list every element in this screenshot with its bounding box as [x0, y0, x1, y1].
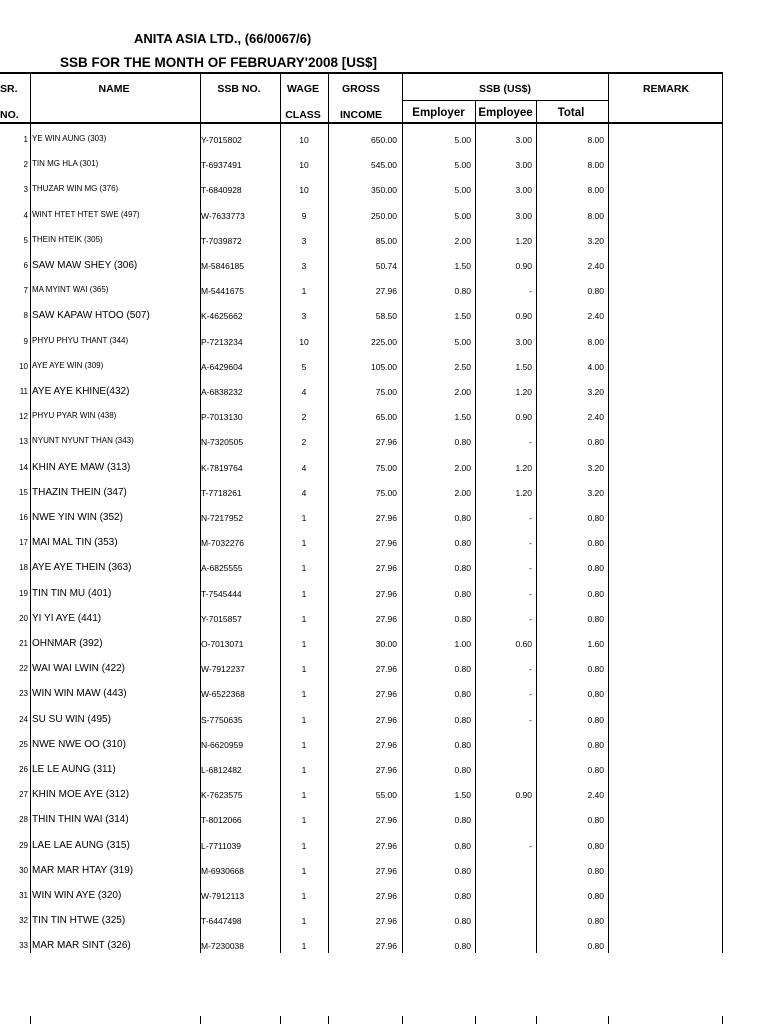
gross-income: 27.96 — [375, 513, 397, 523]
employee-name: PHYU PYAR WIN (438) — [32, 411, 117, 421]
employee-contribution: 1.20 — [515, 462, 532, 473]
sr-number: 6 — [23, 261, 28, 270]
total-contribution: 0.80 — [587, 815, 604, 826]
employer-contribution: 0.80 — [454, 865, 471, 876]
employer-contribution: 5.00 — [454, 135, 471, 145]
employer-contribution: 0.80 — [454, 941, 471, 952]
employee-contribution: 0.60 — [515, 639, 532, 649]
employer-contribution: 0.80 — [454, 437, 471, 448]
gross-income: 65.00 — [375, 412, 397, 423]
employer-contribution: 0.80 — [454, 563, 471, 574]
wage-class: 1 — [301, 563, 307, 574]
total-contribution: 2.40 — [587, 790, 604, 801]
gross-income: 27.96 — [375, 664, 397, 675]
ssb-number: T-7039872 — [201, 235, 242, 246]
wage-class: 1 — [301, 790, 307, 801]
sr-number: 7 — [23, 286, 28, 296]
gross-income: 27.96 — [375, 739, 397, 750]
total-contribution: 8.00 — [587, 160, 604, 171]
ssb-number: T-7545444 — [201, 588, 242, 599]
sr-number: 14 — [19, 462, 28, 472]
total-contribution: 2.40 — [587, 311, 604, 322]
col-sr-bottom: NO. — [0, 109, 19, 121]
ssb-number: L-7711039 — [201, 840, 242, 851]
total-contribution: 8.00 — [587, 135, 604, 145]
ssb-number: M-7032276 — [201, 538, 245, 549]
employee-contribution: 3.00 — [515, 160, 532, 171]
col-ssb-no: SSB NO. — [217, 83, 261, 95]
sr-number: 13 — [19, 437, 28, 447]
employer-contribution: 5.00 — [454, 160, 471, 171]
sr-number: 18 — [19, 563, 28, 573]
gross-income: 27.96 — [375, 765, 397, 775]
wage-class: 3 — [301, 261, 307, 271]
col-divider — [475, 100, 476, 953]
ssb-number: N-7320505 — [201, 437, 244, 448]
sr-number: 2 — [23, 160, 28, 170]
gross-income: 55.00 — [375, 790, 397, 801]
sr-number: 1 — [23, 135, 28, 144]
employer-contribution: 0.80 — [454, 815, 471, 826]
wage-class: 1 — [301, 613, 307, 624]
wage-class: 1 — [301, 765, 307, 775]
wage-class: 9 — [301, 210, 307, 221]
ssb-number: A-6838232 — [201, 387, 243, 397]
employer-contribution: 0.80 — [454, 765, 471, 775]
total-contribution: 8.00 — [587, 336, 604, 347]
wage-class: 1 — [301, 865, 307, 876]
employer-contribution: 1.50 — [454, 261, 471, 271]
gross-income: 58.50 — [375, 311, 397, 322]
ssb-number: L-6812482 — [201, 765, 242, 775]
employee-contribution: - — [529, 563, 532, 574]
employee-name: LE LE AUNG (311) — [32, 764, 116, 775]
ssb-number: M-5441675 — [201, 286, 245, 297]
employer-contribution: 1.50 — [454, 311, 471, 322]
footer-tick — [608, 1016, 609, 1024]
employee-contribution: - — [529, 689, 532, 700]
gross-income: 27.96 — [375, 588, 397, 599]
total-contribution: 0.80 — [587, 286, 604, 297]
wage-class: 1 — [301, 815, 307, 826]
employer-contribution: 2.00 — [454, 387, 471, 397]
employee-name: OHNMAR (392) — [32, 638, 103, 649]
employee-name: AYE AYE WIN (309) — [32, 360, 104, 370]
employer-contribution: 0.80 — [454, 588, 471, 599]
gross-income: 250.00 — [371, 210, 397, 221]
ssb-number: K-7623575 — [201, 790, 243, 801]
ssb-number: T-8012066 — [201, 815, 242, 826]
col-sr-top: SR. — [0, 83, 18, 95]
employee-name: TIN TIN MU (401) — [32, 587, 112, 599]
ssb-number: Y-7015802 — [201, 135, 242, 145]
total-contribution: 0.80 — [587, 941, 604, 952]
employee-name: THUZAR WIN MG (376) — [32, 184, 119, 194]
gross-income: 350.00 — [371, 185, 397, 196]
employee-name: NWE YIN WIN (352) — [32, 512, 123, 523]
employee-contribution: 3.00 — [515, 210, 532, 221]
sr-number: 3 — [23, 185, 28, 195]
employee-name: NWE NWE OO (310) — [32, 738, 126, 750]
company-title: ANITA ASIA LTD., (66/0067/6) — [134, 31, 312, 46]
employer-contribution: 0.80 — [454, 916, 471, 927]
total-contribution: 4.00 — [587, 361, 604, 372]
wage-class: 4 — [301, 462, 307, 473]
gross-income: 650.00 — [371, 135, 397, 145]
employer-contribution: 5.00 — [454, 210, 471, 221]
total-contribution: 0.80 — [587, 563, 604, 574]
ssb-number: M-5846185 — [201, 261, 245, 271]
gross-income: 27.96 — [375, 613, 397, 624]
sr-number: 27 — [19, 790, 28, 800]
sr-number: 25 — [19, 739, 28, 749]
col-employee: Employee — [478, 107, 533, 119]
report-subtitle: SSB FOR THE MONTH OF FEBRUARY'2008 [US$] — [60, 55, 377, 70]
employee-name: AYE AYE KHINE(432) — [32, 386, 130, 397]
wage-class: 1 — [301, 916, 307, 927]
sr-number: 21 — [19, 639, 28, 648]
employee-name: LAE LAE AUNG (315) — [32, 839, 130, 851]
col-divider — [30, 72, 31, 953]
sr-number: 31 — [19, 891, 28, 900]
footer-tick — [200, 1016, 201, 1024]
gross-income: 27.96 — [375, 538, 397, 549]
col-name: NAME — [98, 83, 130, 95]
employer-contribution: 0.80 — [454, 891, 471, 901]
employee-name: SAW MAW SHEY (306) — [32, 260, 138, 271]
employer-contribution: 2.50 — [454, 361, 471, 372]
ssb-number: Y-7015857 — [201, 613, 242, 624]
gross-income: 225.00 — [371, 336, 397, 347]
gross-income: 105.00 — [371, 361, 397, 372]
gross-income: 27.96 — [375, 916, 397, 927]
gross-income: 75.00 — [375, 487, 397, 498]
wage-class: 1 — [301, 941, 307, 952]
ssb-number: A-6429604 — [201, 361, 243, 372]
gross-income: 30.00 — [375, 639, 397, 649]
col-wage-top: WAGE — [286, 83, 320, 95]
ssb-number: N-7217952 — [201, 513, 244, 523]
total-contribution: 0.80 — [587, 664, 604, 675]
gross-income: 27.96 — [375, 689, 397, 700]
col-divider — [328, 72, 329, 953]
total-contribution: 0.80 — [587, 613, 604, 624]
employee-name: MAR MAR HTAY (319) — [32, 864, 134, 876]
employer-contribution: 0.80 — [454, 840, 471, 851]
sr-number: 8 — [23, 311, 28, 321]
wage-class: 3 — [301, 235, 307, 246]
employee-contribution: 1.50 — [515, 361, 532, 372]
col-divider — [402, 72, 403, 953]
footer-tick — [475, 1016, 476, 1024]
total-contribution: 3.20 — [587, 462, 604, 473]
wage-class: 1 — [301, 588, 307, 599]
employee-contribution: 0.90 — [515, 790, 532, 801]
total-contribution: 1.60 — [587, 639, 604, 649]
employee-name: WIN WIN MAW (443) — [32, 688, 127, 700]
sr-number: 26 — [19, 765, 28, 774]
employer-contribution: 1.00 — [454, 639, 471, 649]
ssb-number: M-6930668 — [201, 865, 245, 876]
total-contribution: 3.20 — [587, 487, 604, 498]
employer-contribution: 0.80 — [454, 538, 471, 549]
gross-income: 50.74 — [375, 261, 397, 271]
wage-class: 10 — [299, 135, 309, 145]
ssb-number: P-7213234 — [201, 336, 243, 347]
total-contribution: 0.80 — [587, 588, 604, 599]
ssb-number: T-7718261 — [201, 487, 242, 498]
employer-contribution: 2.00 — [454, 235, 471, 246]
wage-class: 2 — [301, 412, 307, 423]
employee-contribution: 0.90 — [515, 261, 532, 271]
sr-number: 9 — [23, 336, 28, 346]
gross-income: 27.96 — [375, 563, 397, 574]
employee-contribution: - — [529, 664, 532, 675]
sr-number: 10 — [19, 361, 28, 371]
sr-number: 12 — [19, 412, 28, 422]
wage-class: 1 — [301, 689, 307, 700]
employer-contribution: 1.50 — [454, 790, 471, 801]
col-divider — [280, 72, 281, 953]
employee-name: MAI MAL TIN (353) — [32, 537, 118, 549]
wage-class: 1 — [301, 639, 307, 649]
employer-contribution: 2.00 — [454, 462, 471, 473]
wage-class: 1 — [301, 513, 307, 523]
employee-contribution: 0.90 — [515, 412, 532, 423]
header-top-line — [0, 72, 722, 74]
col-employer: Employer — [412, 107, 465, 119]
total-contribution: 8.00 — [587, 210, 604, 221]
col-ssb-group: SSB (US$) — [479, 83, 531, 95]
total-contribution: 0.80 — [587, 865, 604, 876]
ssb-number: W-7633773 — [201, 210, 245, 221]
employee-contribution: 0.90 — [515, 311, 532, 322]
ssb-number: W-6522368 — [201, 689, 245, 700]
employer-contribution: 0.80 — [454, 739, 471, 750]
wage-class: 5 — [301, 361, 307, 372]
employee-name: THEIN HTEIK (305) — [32, 234, 103, 244]
sr-number: 32 — [19, 916, 28, 926]
gross-income: 27.96 — [375, 286, 397, 297]
sr-number: 30 — [19, 865, 28, 875]
employee-name: YI YI AYE (441) — [32, 612, 102, 624]
footer-tick — [328, 1016, 329, 1024]
gross-income: 27.96 — [375, 840, 397, 851]
sr-number: 16 — [19, 513, 28, 522]
total-contribution: 0.80 — [587, 891, 604, 901]
wage-class: 1 — [301, 891, 307, 901]
gross-income: 75.00 — [375, 387, 397, 397]
gross-income: 27.96 — [375, 865, 397, 876]
total-contribution: 3.20 — [587, 387, 604, 397]
employee-name: NYUNT NYUNT THAN (343) — [32, 436, 134, 446]
total-contribution: 8.00 — [587, 185, 604, 196]
employer-contribution: 0.80 — [454, 513, 471, 523]
wage-class: 4 — [301, 387, 307, 397]
wage-class: 1 — [301, 739, 307, 750]
total-contribution: 0.80 — [587, 840, 604, 851]
ssb-number: K-7819764 — [201, 462, 243, 473]
wage-class: 1 — [301, 714, 307, 725]
col-divider — [722, 72, 723, 953]
sr-number: 15 — [19, 487, 28, 497]
sr-number: 5 — [23, 235, 28, 245]
ssb-number: T-6840928 — [201, 185, 242, 196]
footer-tick — [536, 1016, 537, 1024]
gross-income: 75.00 — [375, 462, 397, 473]
employer-contribution: 0.80 — [454, 664, 471, 675]
sr-number: 19 — [19, 588, 28, 598]
employee-name: THIN THIN WAI (314) — [32, 814, 129, 826]
employer-contribution: 0.80 — [454, 689, 471, 700]
employee-contribution: 3.00 — [515, 336, 532, 347]
ssb-number: M-7230038 — [201, 941, 245, 952]
gross-income: 27.96 — [375, 815, 397, 826]
col-divider — [536, 100, 537, 953]
ssb-number: T-6447498 — [201, 916, 242, 927]
ssb-number: W-7912113 — [201, 891, 245, 901]
sr-number: 22 — [19, 664, 28, 674]
employee-contribution: - — [529, 286, 532, 297]
employee-name: KHIN AYE MAW (313) — [32, 461, 131, 473]
gross-income: 27.96 — [375, 941, 397, 952]
employee-name: KHIN MOE AYE (312) — [32, 789, 130, 801]
employee-name: MAR MAR SINT (326) — [32, 940, 131, 952]
col-gross-bottom: INCOME — [340, 109, 382, 121]
employee-contribution: - — [529, 538, 532, 549]
employer-contribution: 5.00 — [454, 336, 471, 347]
total-contribution: 2.40 — [587, 412, 604, 423]
footer-tick — [722, 1016, 723, 1024]
wage-class: 3 — [301, 311, 307, 322]
ssb-number: S-7750635 — [201, 714, 243, 725]
total-contribution: 0.80 — [587, 714, 604, 725]
col-gross-top: GROSS — [342, 83, 380, 95]
total-contribution: 0.80 — [587, 689, 604, 700]
sr-number: 23 — [19, 689, 28, 699]
employee-name: TIN MG HLA (301) — [32, 159, 99, 169]
employee-name: SU SU WIN (495) — [32, 713, 111, 725]
employee-name: AYE AYE THEIN (363) — [32, 562, 132, 574]
employee-contribution: 3.00 — [515, 185, 532, 196]
total-contribution: 0.80 — [587, 916, 604, 927]
employee-name: PHYU PHYU THANT (344) — [32, 335, 129, 345]
ssb-number: K-4625662 — [201, 311, 243, 322]
wage-class: 4 — [301, 487, 307, 498]
employee-contribution: - — [529, 840, 532, 851]
employee-name: YE WIN AUNG (303) — [32, 134, 107, 143]
wage-class: 10 — [299, 336, 309, 347]
gross-income: 27.96 — [375, 891, 397, 901]
footer-tick — [280, 1016, 281, 1024]
gross-income: 27.96 — [375, 714, 397, 725]
col-divider — [608, 72, 609, 953]
employee-contribution: - — [529, 437, 532, 448]
ssb-number: O-7013071 — [201, 639, 244, 649]
sr-number: 28 — [19, 815, 28, 825]
wage-class: 1 — [301, 664, 307, 675]
employer-contribution: 5.00 — [454, 185, 471, 196]
employee-contribution: 3.00 — [515, 135, 532, 145]
gross-income: 545.00 — [371, 160, 397, 171]
total-contribution: 0.80 — [587, 765, 604, 775]
employee-name: WIN WIN AYE (320) — [32, 890, 122, 901]
total-contribution: 0.80 — [587, 739, 604, 750]
employee-contribution: - — [529, 714, 532, 725]
sr-number: 33 — [19, 941, 28, 951]
wage-class: 10 — [299, 185, 309, 196]
employee-name: WAI WAI LWIN (422) — [32, 663, 125, 675]
sr-number: 11 — [19, 387, 28, 396]
col-wage-bottom: CLASS — [285, 109, 321, 121]
sr-number: 24 — [19, 714, 28, 724]
wage-class: 1 — [301, 840, 307, 851]
sr-number: 20 — [19, 613, 28, 623]
wage-class: 10 — [299, 160, 309, 171]
employee-name: SAW KAPAW HTOO (507) — [32, 310, 150, 322]
footer-tick — [402, 1016, 403, 1024]
total-contribution: 2.40 — [587, 261, 604, 271]
gross-income: 85.00 — [375, 235, 397, 246]
total-contribution: 0.80 — [587, 437, 604, 448]
total-contribution: 0.80 — [587, 538, 604, 549]
ssb-number: T-6937491 — [201, 160, 242, 171]
header-bottom-line — [0, 122, 722, 124]
employer-contribution: 0.80 — [454, 286, 471, 297]
total-contribution: 0.80 — [587, 513, 604, 523]
employer-contribution: 2.00 — [454, 487, 471, 498]
total-contribution: 3.20 — [587, 235, 604, 246]
employee-name: WINT HTET HTET SWE (497) — [32, 209, 140, 219]
sr-number: 4 — [23, 210, 28, 220]
gross-income: 27.96 — [375, 437, 397, 448]
employee-name: THAZIN THEIN (347) — [32, 486, 127, 498]
employee-contribution: 1.20 — [515, 487, 532, 498]
wage-class: 1 — [301, 538, 307, 549]
employee-name: MA MYINT WAI (365) — [32, 285, 109, 295]
ssb-group-underline — [402, 100, 608, 101]
employee-name: TIN TIN HTWE (325) — [32, 915, 126, 927]
col-remark: REMARK — [642, 83, 690, 95]
employer-contribution: 0.80 — [454, 613, 471, 624]
ssb-number: N-6620959 — [201, 739, 244, 750]
employee-contribution: 1.20 — [515, 235, 532, 246]
sr-number: 29 — [19, 840, 28, 850]
ssb-number: P-7013130 — [201, 412, 243, 423]
employee-contribution: 1.20 — [515, 387, 532, 397]
employee-contribution: - — [529, 613, 532, 624]
employee-contribution: - — [529, 513, 532, 523]
ssb-number: W-7912237 — [201, 664, 245, 675]
employer-contribution: 0.80 — [454, 714, 471, 725]
employer-contribution: 1.50 — [454, 412, 471, 423]
col-total: Total — [557, 107, 585, 119]
wage-class: 1 — [301, 286, 307, 297]
sr-number: 17 — [19, 538, 28, 548]
employee-contribution: - — [529, 588, 532, 599]
ssb-number: A-6825555 — [201, 563, 243, 574]
wage-class: 2 — [301, 437, 307, 448]
col-divider — [200, 72, 201, 953]
footer-tick — [30, 1016, 31, 1024]
